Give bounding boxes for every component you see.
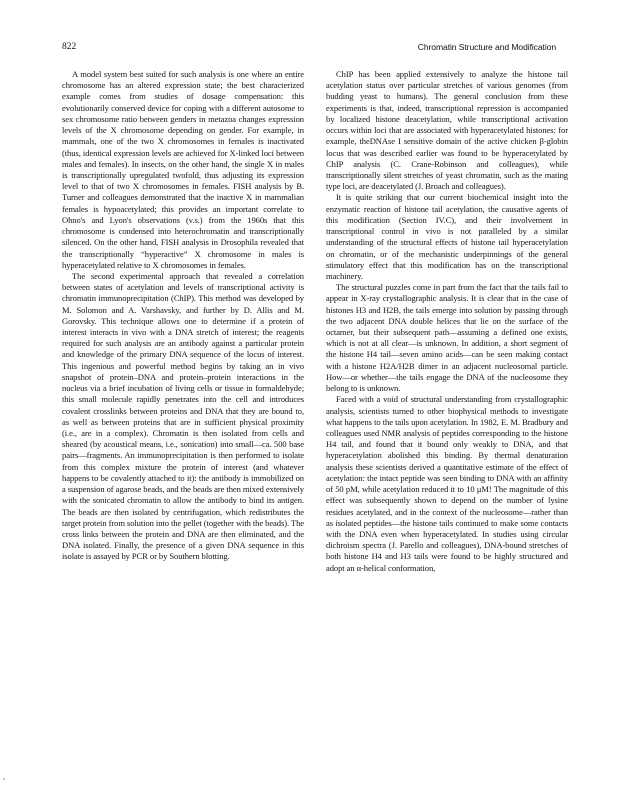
right-column — [326, 69, 568, 574]
page-number: 822 — [62, 42, 77, 52]
paragraph-biophysical-methods: Faced with a void of structural understanding from crystallographic analysis, scientists turned to other biophysical methods to investigate what happens to the tails upon acetylation. In 1982, E. M. Bradbury and colleagues used NMR analysis of peptides corresponding to the histone H4 tail, and found that it bound only weakly to DNA, and that hyperacetylation abolished this binding. By thermal denaturation analysis these scientists derived a quantitative estimate of the effect of acetylation: the intact peptide was seen binding to DNA with an affinity of 50 pM, while acetylation reduced it to 10 μM! The magnitude of this effect was subsequently shown to depend on the number of lysine residues acetylated, and in the context of the nucleosome—rather than as isolated peptides—the histone tails continued to make some contacts with the DNA even when hyperacetylated. In studies using circular dichroism spectra (J. Parello and colleagues), DNA-bound stretches of both histone H4 and H3 tails were found to be highly structured and adopt an α-helical conformation, — [326, 394, 568, 573]
left-column — [62, 69, 304, 563]
page-header — [62, 40, 556, 54]
paragraph-chip-method: The second experimental approach that revealed a correlation between states of acetylation and levels of transcriptional activity is chromatin immunoprecipitation (ChIP). This method was developed by M. Solomon and A. Varshavsky, and further by D. Allis and M. Gorovsky. This technique allows one to determine if a protein of interest interacts in vivo with a DNA stretch of interest; the reagents required for such analysis are an antibody against a particular protein and knowledge of the primary DNA sequence of the locus of interest. This ingenious and powerful method begins by taking an in vivo snapshot of protein–DNA and protein–protein interactions in the nucleus via a brief incubation of living cells or tissue in formaldehyde; this small molecule rapidly penetrates into the cell and introduces covalent crosslinks between proteins and DNA that they are bound to, as well as between proteins that are in sufficient physical proximity (i.e., are in a complex). Chromatin is then isolated from cells and sheared (by acoustical means, i.e., sonication) into small—ca. 500 base pairs—fragments. An immunoprecipitation is then performed to isolate from this complex mixture the protein of interest (and whatever happens to be covalently attached to it): the antibody is immobilized on a suspension of agarose beads, and the beads are then mixed extensively with the sonicated chromatin to allow the antibody to bind its antigen. The beads are then isolated by centrifugation, which redistributes the target protein from solution into the pellet (together with the beads). The cross links between the protein and DNA are then eliminated, and the DNA isolated. Finally, the presence of a given DNA sequence in this isolate is assayed by PCR or by Southern blotting. — [62, 270, 304, 562]
running-head: Chromatin Structure and Modification — [417, 42, 556, 52]
paragraph-chip-applications: ChIP has been applied extensively to analyze the histone tail acetylation status over particular stretches of various genomes (from budding yeast to humans). The general conclusion from these experiments is that, indeed, transcriptional repression is accompanied by localized histone deacetylation, while transcriptional activation occurs within loci that are associated with hyperacetylated histones: for example, theDNAse I sensitive domain of the active chicken β-globin locus that was described earlier was found to be hyperacetylated by ChIP analysis (C. Crane-Robinson and colleagues), while transcriptionally silent stretches of yeast chromatin, such as the mating type loci, are deacetylated (J. Broach and colleagues). — [326, 69, 568, 192]
paragraph-structural-puzzles: The structural puzzles come in part from the fact that the tails fail to appear in X-ray crystallographic analysis. It is clear that in the case of histones H3 and H2B, the tails emerge into solution by passing through the two adjacent DNA double helices that lie on the surface of the octamer, but their subsequent path—assuming a defined one exists, which is not at all clear—is unknown. In addition, a short segment of the histone H4 tail—seven amino acids—can be seen making contact with a histone H2A/H2B dimer in an adjacent nucleosomal particle. How—or whether—the tails engage the DNA of the nucleosome they belong to is unknown. — [326, 282, 568, 394]
scan-mark — [3, 778, 5, 780]
paragraph-dosage-compensation: A model system best suited for such analysis is one where an entire chromosome has an altered expression state; the best characterized example comes from studies of dosage compensation: this evolutionarily conserved device for coping with a different autosome to sex chromosome ratio between genders in metazoa changes expression levels of the X chromosome depending on gender. For example, in mammals, one of the two X chromosomes in females is inactivated (thus, identical expression levels are achieved for X-linked loci between males and females). In insects, on the other hand, the single X in males is transcriptionally upregulated twofold, thus adjusting its expression level to that of two X chromosomes in females. FISH analysis by B. Turner and colleagues demonstrated that the inactive X in mammalian females is hypoacetylated; this provides an important correlate to Ohno's and Lyon's observations (v.s.) from the 1960s that this chromosome is condensed into heterochromatin and transcriptionally silenced. On the other hand, FISH analysis in Drosophila revealed that the transcriptionally “hyperactive” X chromosome in males is hyperacetylated relative to X chromosomes in females. — [62, 69, 304, 270]
paragraph-biochemical-insight: It is quite striking that our current biochemical insight into the enzymatic reaction of histone tail acetylation, the causative agents of this modification (Section IV.C), and their involvement in transcriptional control in vivo is not paralleled by a similar understanding of the structural effects of histone tail hyperacetylation on chromatin, or of the mechanistic underpinnings of the general stimulatory effect that this modification has on the transcriptional machinery. — [326, 192, 568, 281]
